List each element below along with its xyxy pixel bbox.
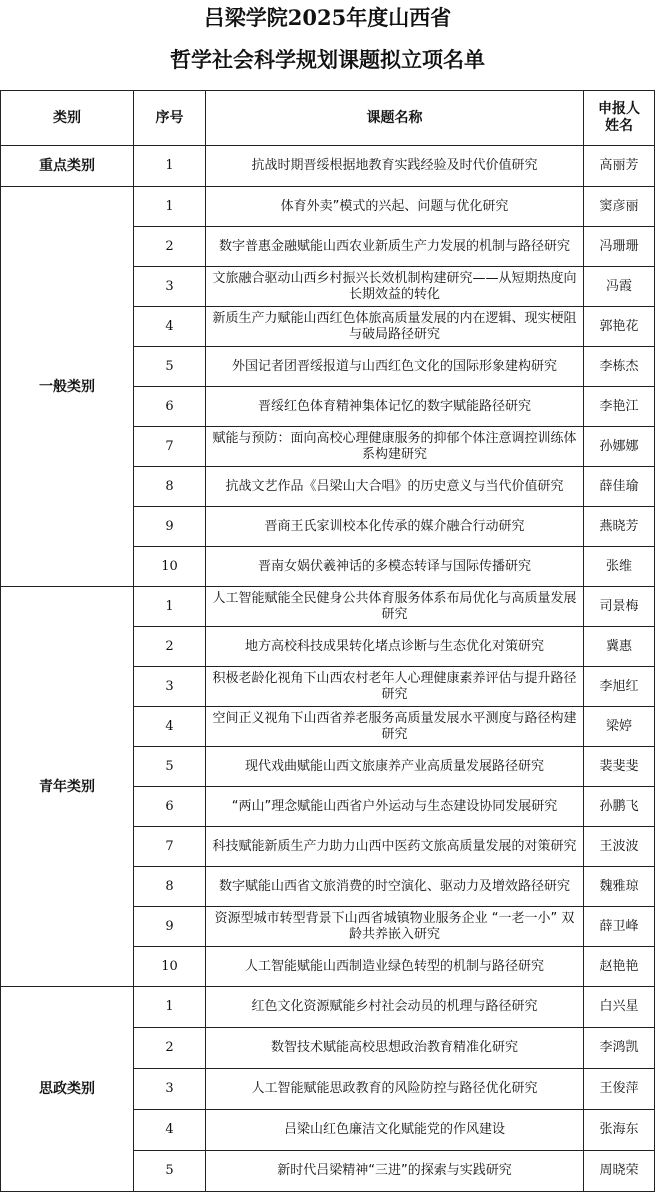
topic-cell: 资源型城市转型背景下山西省城镇物业服务企业 “一老一小” 双龄共养嵌入研究 bbox=[206, 907, 584, 947]
table-header-row bbox=[1, 91, 655, 146]
title-line-2: 哲学社会科学规划课题拟立项名单 bbox=[170, 47, 485, 72]
applicant-cell: 孙娜娜 bbox=[584, 427, 655, 467]
applicant-cell: 张海东 bbox=[584, 1110, 655, 1151]
seq-cell: 9 bbox=[134, 507, 206, 547]
applicant-cell: 孙鹏飞 bbox=[584, 787, 655, 827]
seq-cell: 9 bbox=[134, 907, 206, 947]
seq-cell: 3 bbox=[134, 267, 206, 307]
applicant-cell: 李旭红 bbox=[584, 667, 655, 707]
topic-cell: 数字普惠金融赋能山西农业新质生产力发展的机制与路径研究 bbox=[206, 227, 584, 267]
seq-cell: 2 bbox=[134, 1028, 206, 1069]
applicant-cell: 赵艳艳 bbox=[584, 947, 655, 987]
topic-cell: 积极老龄化视角下山西农村老年人心理健康素养评估与提升路径研究 bbox=[206, 667, 584, 707]
topic-cell: 科技赋能新质生产力助力山西中医药文旅高质量发展的对策研究 bbox=[206, 827, 584, 867]
topic-cell: “两山”理念赋能山西省户外运动与生态建设协同发展研究 bbox=[206, 787, 584, 827]
applicant-cell: 王波波 bbox=[584, 827, 655, 867]
applicant-cell: 郭艳花 bbox=[584, 307, 655, 347]
topic-cell: 人工智能赋能思政教育的风险防控与路径优化研究 bbox=[206, 1069, 584, 1110]
applicant-cell: 裴斐斐 bbox=[584, 747, 655, 787]
applicant-cell: 李鸿凯 bbox=[584, 1028, 655, 1069]
topic-cell: 文旅融合驱动山西乡村振兴长效机制构建研究——从短期热度向长期效益的转化 bbox=[206, 267, 584, 307]
seq-cell: 2 bbox=[134, 227, 206, 267]
applicant-cell: 白兴星 bbox=[584, 987, 655, 1028]
table-row bbox=[1, 987, 655, 1028]
applicant-cell: 燕晓芳 bbox=[584, 507, 655, 547]
seq-cell: 8 bbox=[134, 867, 206, 907]
topic-cell: 晋绥红色体育精神集体记忆的数字赋能路径研究 bbox=[206, 387, 584, 427]
applicant-cell: 周晓荣 bbox=[584, 1151, 655, 1192]
seq-cell: 7 bbox=[134, 827, 206, 867]
seq-cell: 5 bbox=[134, 1151, 206, 1192]
applicant-cell: 王俊萍 bbox=[584, 1069, 655, 1110]
seq-cell: 5 bbox=[134, 747, 206, 787]
category-cell: 重点类别 bbox=[1, 146, 134, 187]
topic-cell: 人工智能赋能山西制造业绿色转型的机制与路径研究 bbox=[206, 947, 584, 987]
category-cell: 思政类别 bbox=[1, 987, 134, 1192]
seq-cell: 10 bbox=[134, 947, 206, 987]
applicant-cell: 薛佳瑜 bbox=[584, 467, 655, 507]
category-cell: 青年类别 bbox=[1, 587, 134, 987]
seq-cell: 4 bbox=[134, 307, 206, 347]
seq-cell: 3 bbox=[134, 1069, 206, 1110]
header-topic: 课题名称 bbox=[206, 91, 584, 146]
topic-cell: 数字赋能山西省文旅消费的时空演化、驱动力及增效路径研究 bbox=[206, 867, 584, 907]
applicant-cell: 冯霞 bbox=[584, 267, 655, 307]
seq-cell: 6 bbox=[134, 787, 206, 827]
topic-cell: 抗战时期晋绥根据地教育实践经验及时代价值研究 bbox=[206, 146, 584, 187]
seq-cell: 8 bbox=[134, 467, 206, 507]
topic-cell: 地方高校科技成果转化堵点诊断与生态优化对策研究 bbox=[206, 627, 584, 667]
applicant-cell: 张维 bbox=[584, 547, 655, 587]
topic-cell: 抗战文艺作品《吕梁山大合唱》的历史意义与当代价值研究 bbox=[206, 467, 584, 507]
topic-cell: 外国记者团晋绥报道与山西红色文化的国际形象建构研究 bbox=[206, 347, 584, 387]
topic-cell: 赋能与预防：面向高校心理健康服务的抑郁个体注意调控训练体系构建研究 bbox=[206, 427, 584, 467]
table-row bbox=[1, 187, 655, 227]
applicant-cell: 司景梅 bbox=[584, 587, 655, 627]
seq-cell: 6 bbox=[134, 387, 206, 427]
seq-cell: 4 bbox=[134, 707, 206, 747]
header-applicant-line2: 姓名 bbox=[605, 118, 633, 134]
topic-cell: 空间正义视角下山西省养老服务高质量发展水平测度与路径构建研究 bbox=[206, 707, 584, 747]
applicant-cell: 魏雅琼 bbox=[584, 867, 655, 907]
topic-cell: 红色文化资源赋能乡村社会动员的机理与路径研究 bbox=[206, 987, 584, 1028]
topic-cell: 新时代吕梁精神“三进”的探索与实践研究 bbox=[206, 1151, 584, 1192]
seq-cell: 5 bbox=[134, 347, 206, 387]
applicant-cell: 李栋杰 bbox=[584, 347, 655, 387]
table-body bbox=[1, 146, 655, 1192]
table-row bbox=[1, 146, 655, 187]
applicant-cell: 薛卫峰 bbox=[584, 907, 655, 947]
project-list-table bbox=[0, 90, 655, 1192]
category-cell: 一般类别 bbox=[1, 187, 134, 587]
applicant-cell: 冀惠 bbox=[584, 627, 655, 667]
title-line-1: 吕梁学院2025年度山西省 bbox=[203, 5, 452, 30]
seq-cell: 1 bbox=[134, 187, 206, 227]
table-row bbox=[1, 587, 655, 627]
topic-cell: 晋商王氏家训校本化传承的媒介融合行动研究 bbox=[206, 507, 584, 547]
seq-cell: 10 bbox=[134, 547, 206, 587]
header-category: 类别 bbox=[1, 91, 134, 146]
header-applicant bbox=[584, 91, 655, 146]
header-applicant-line1: 申报人 bbox=[598, 101, 640, 117]
topic-cell: 体育外卖”模式的兴起、问题与优化研究 bbox=[206, 187, 584, 227]
seq-cell: 1 bbox=[134, 146, 206, 187]
topic-cell: 数智技术赋能高校思想政治教育精准化研究 bbox=[206, 1028, 584, 1069]
topic-cell: 人工智能赋能全民健身公共体育服务体系布局优化与高质量发展研究 bbox=[206, 587, 584, 627]
applicant-cell: 冯珊珊 bbox=[584, 227, 655, 267]
header-seq: 序号 bbox=[134, 91, 206, 146]
topic-cell: 吕梁山红色廉洁文化赋能党的作风建设 bbox=[206, 1110, 584, 1151]
applicant-cell: 梁婷 bbox=[584, 707, 655, 747]
applicant-cell: 李艳江 bbox=[584, 387, 655, 427]
seq-cell: 3 bbox=[134, 667, 206, 707]
applicant-cell: 窦彦丽 bbox=[584, 187, 655, 227]
topic-cell: 现代戏曲赋能山西文旅康养产业高质量发展路径研究 bbox=[206, 747, 584, 787]
applicant-cell: 高丽芳 bbox=[584, 146, 655, 187]
seq-cell: 1 bbox=[134, 587, 206, 627]
topic-cell: 新质生产力赋能山西红色体旅高质量发展的内在逻辑、现实梗阻与破局路径研究 bbox=[206, 307, 584, 347]
seq-cell: 4 bbox=[134, 1110, 206, 1151]
seq-cell: 1 bbox=[134, 987, 206, 1028]
seq-cell: 2 bbox=[134, 627, 206, 667]
seq-cell: 7 bbox=[134, 427, 206, 467]
topic-cell: 晋南女娲伏羲神话的多模态转译与国际传播研究 bbox=[206, 547, 584, 587]
